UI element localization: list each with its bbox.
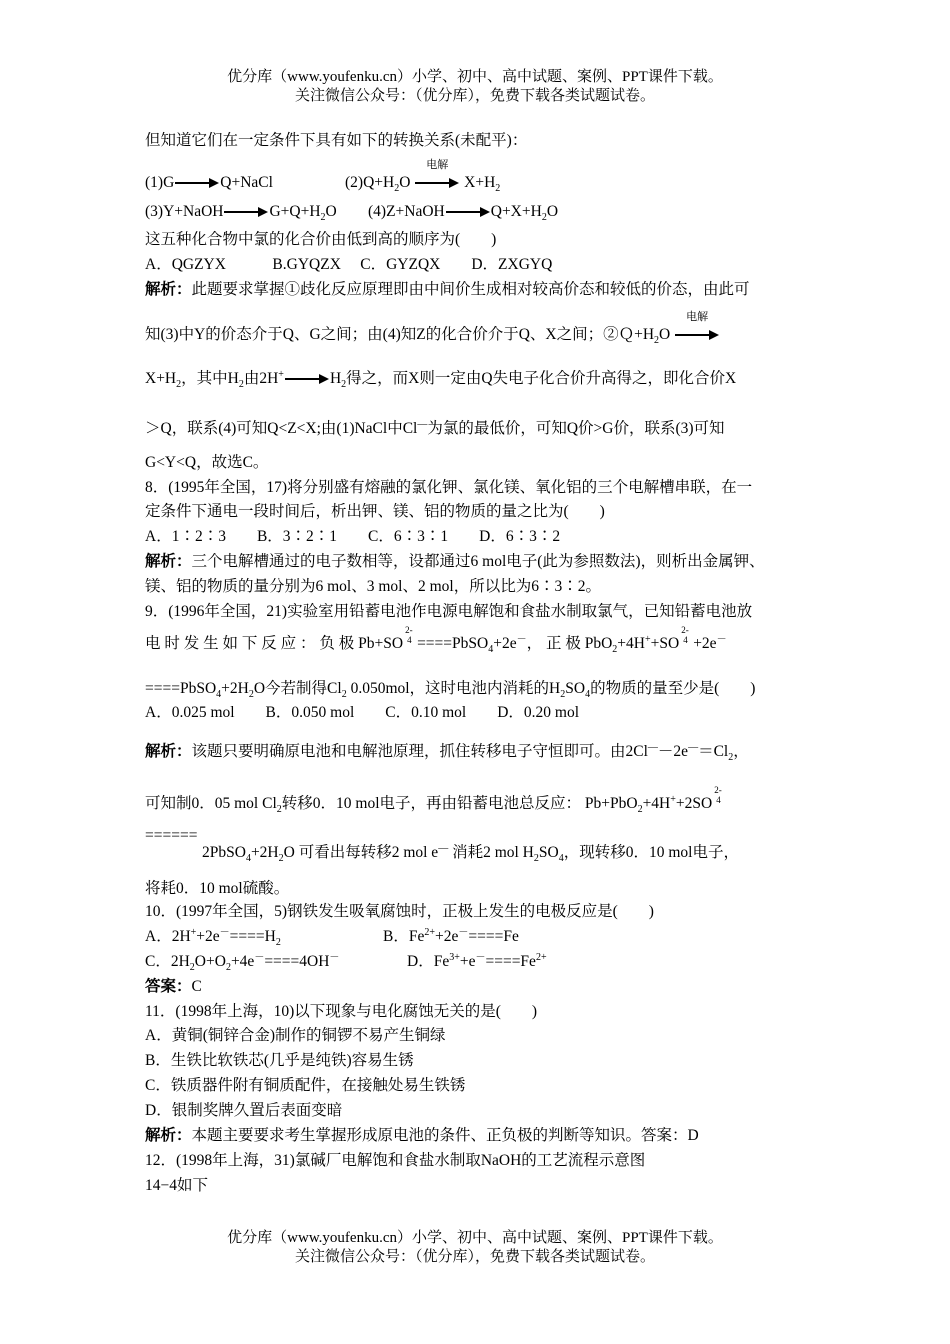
- footer-line-2: 关注微信公众号：（优分库），免费下载各类试题试卷。: [294, 1249, 655, 1265]
- q8-stem-2: 定条件下通电一段时间后，析出钾、镁、铝的物质的量之比为( ): [145, 503, 605, 520]
- q9-stem-2: 电 时 发 生 如 下 反 应 ： 负 极 Pb+SO 2- 4 ====PbSO$_4$+2e－， 正 极 PbO$_2$+4H++SO 2- 4 +2e－: [145, 624, 727, 656]
- q7-analysis-3: $X+H_2$，其中$H_2$由2H+ $H_2$得之，而X则一定由Q失电子化合价升高得之，即化合价X: [145, 368, 737, 391]
- q10-option-d: D．$Fe^{3+}+e^-====Fe^{2+}$: [407, 951, 547, 970]
- q7-intro: 但知道它们在一定条件下具有如下的转换关系(未配平)：: [145, 132, 528, 149]
- arrow-icon: [446, 207, 490, 217]
- header-line-1: 优分库（www.youfenku.cn）小学、初中、高中试题、案例、PPT课件下载。: [227, 69, 723, 85]
- q11-option-b: B．生铁比软铁芯(几乎是纯铁)容易生锈: [145, 1052, 414, 1069]
- q11-option-c: C．铁质器件附有铜质配件，在接触处易生铁锈: [145, 1077, 466, 1094]
- q8-stem-1: 8．(1995年全国，17)将分别盛有熔融的氯化钾、氯化镁、氧化铝的三个电解槽串联，在一: [145, 479, 753, 496]
- arrow-icon: [415, 159, 459, 188]
- arrow-icon: [175, 178, 219, 188]
- arrow-icon: [224, 207, 268, 217]
- q7-reaction-4: (4)Z+NaOH $Q+X+H_2O$: [368, 203, 559, 224]
- q11-option-d: D．银制奖牌久置后表面变暗: [145, 1102, 343, 1119]
- q7-analysis-5: G<Y<Q，故选C。: [145, 454, 269, 471]
- q7-analysis-2: 知(3)中Y的价态介于Q、G之间；由(4)知Z的化合价介于Q、X之间；$②Q+H_2O$ 电解: [145, 322, 720, 344]
- q11-analysis: 解析：本题主要要求考生掌握形成原电池的条件、正负极的判断等知识。答案：D: [145, 1127, 699, 1144]
- footer-line-1: 优分库（www.youfenku.cn）小学、初中、高中试题、案例、PPT课件下载。: [227, 1230, 723, 1246]
- q9-analysis-2: 可知制0．05 mol $Cl_2$转移0．10 mol电子，再由铅蓄电池总反应： Pb+PbO$_2$+4H++2SO 2- 4: [145, 791, 726, 813]
- q9-analysis-eq-sign: ======: [145, 827, 198, 844]
- q8-options: A．1∶2∶3 B．3∶2∶1 C．6∶3∶1 D．6∶3∶2: [145, 528, 561, 545]
- arrow-label: 电解: [686, 311, 709, 324]
- page-header: [0, 68, 950, 106]
- q7-reaction-1: (1)G Q+NaCl: [145, 174, 273, 191]
- q8-analysis-2: 镁、铝的物质的量分别为6 mol、3 mol、2 mol，所以比为6∶3∶2。: [145, 578, 601, 595]
- header-line-2: 关注微信公众号：（优分库），免费下载各类试题试卷。: [294, 88, 655, 104]
- q7-question: 这五种化合物中氯的化合价由低到高的顺序为( ): [145, 231, 497, 248]
- q9-stem-1: 9．(1996年全国，21)实验室用铅蓄电池作电源电解饱和食盐水制取氯气，已知铅蓄电池放: [145, 603, 753, 620]
- sulfate-charge: 2- 4: [714, 784, 722, 805]
- q7-analysis-4: ＞Q，联系(4)可知Q<Z<X;由(1)NaCl中Cl—为氯的最低价，可知Q价>G价，联系(3)可知: [145, 418, 725, 437]
- arrow-icon: [285, 374, 329, 384]
- arrow-icon: [675, 311, 719, 340]
- q7-options: A．QGZYX B.GYQZX C．GYZQX D．ZXGYQ: [145, 256, 553, 273]
- q9-analysis-1: 解析：该题只要明确原电池和电解池原理，抓住转移电子守恒即可。由$2Cl^—-2e^—=Cl_2$，: [145, 741, 749, 764]
- q9-analysis-4: 将耗0．10 mol硫酸。: [145, 880, 290, 897]
- q7-analysis-1: 解析：此题要求掌握①歧化反应原理即由中间价生成相对较高价态和较低的价态，由此可: [145, 281, 750, 298]
- q11-option-a: A．黄铜(铜锌合金)制作的铜锣不易产生铜绿: [145, 1027, 446, 1044]
- q10-option-b: B．$Fe^{2+}+2e^-====Fe$: [383, 926, 519, 945]
- q10-option-c: C．$2H_2O+O_2+4e^-====4OH^-$: [145, 951, 340, 974]
- page-footer: [0, 1229, 950, 1267]
- q7-reaction-3: (3)Y+NaOH $G+Q+H_2O$: [145, 203, 337, 224]
- q8-analysis-1: 解析：三个电解槽通过的电子数相等，设都通过6 mol电子(此为参照数法)，则析出金属钾、: [145, 553, 765, 570]
- q9-stem-3: $====PbSO_4+2H_2O$今若制得$Cl_2$ 0.050mol，这时电池内消耗的$H_2SO_4$的物质的量至少是( ): [145, 680, 756, 701]
- arrow-label: 电解: [426, 159, 449, 172]
- q10-answer: 答案：C: [145, 978, 202, 995]
- q9-analysis-3: $2PbSO_4+2H_2O$ 可看出每转移2 mol e— 消耗2 mol $H_2SO_4$，现转移0．10 mol电子，: [202, 842, 739, 865]
- q12-stem-2: 14−4如下: [145, 1177, 208, 1194]
- q10-option-a: A．$2H^++2e^-====H_2$: [145, 926, 281, 949]
- q7-reaction-2: $(2)Q+H_2O$ 电解 $X+H_2$: [345, 174, 500, 192]
- q11-stem: 11．(1998年上海，10)以下现象与电化腐蚀无关的是( ): [145, 1003, 538, 1020]
- q12-stem-1: 12．(1998年上海，31)氯碱厂电解饱和食盐水制取NaOH的工艺流程示意图: [145, 1152, 646, 1169]
- sulfate-charge: 2- 4: [681, 624, 689, 645]
- q10-stem: 10．(1997年全国，5)钢铁发生吸氧腐蚀时，正极上发生的电极反应是( ): [145, 903, 654, 920]
- q9-options: A．0.025 mol B．0.050 mol C．0.10 mol D．0.20 mol: [145, 704, 580, 721]
- sulfate-charge: 2- 4: [405, 624, 413, 645]
